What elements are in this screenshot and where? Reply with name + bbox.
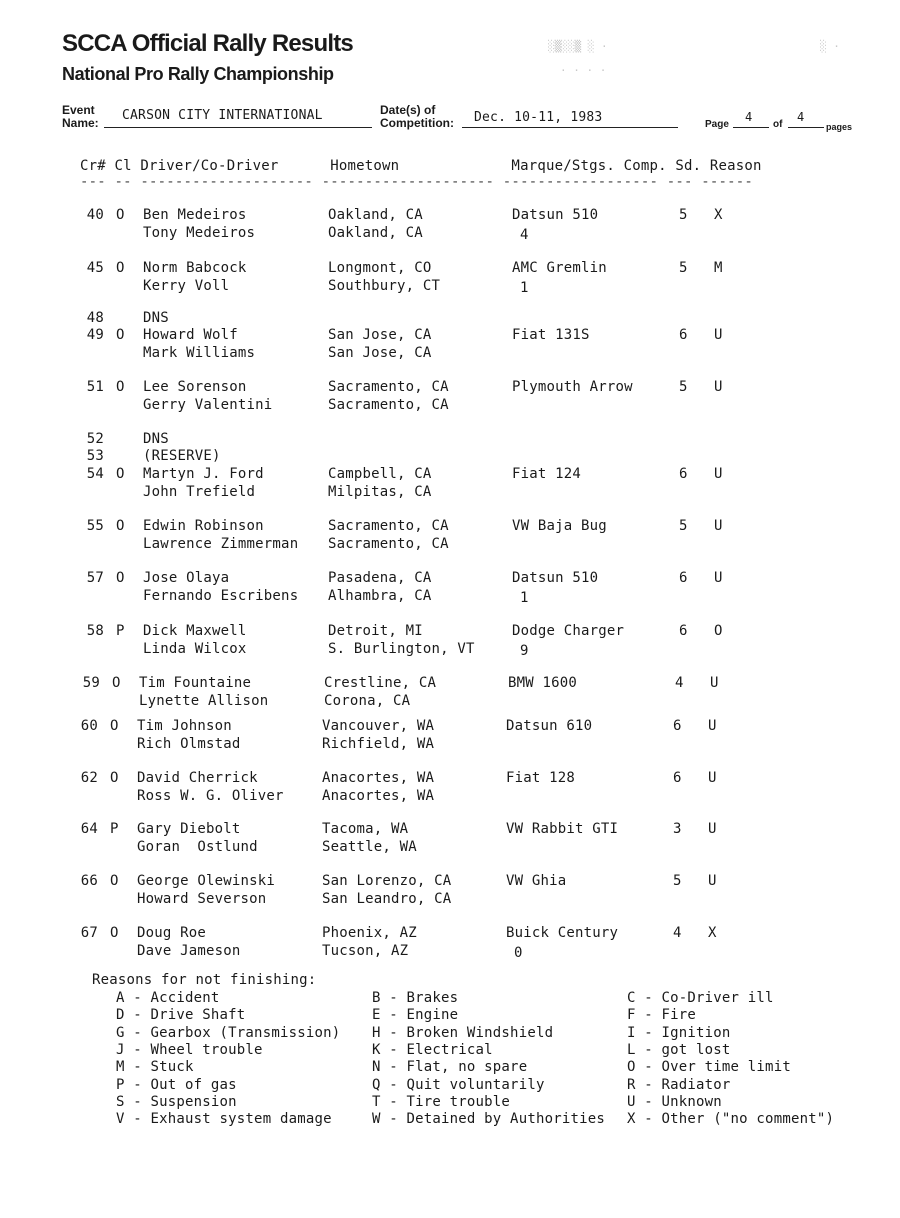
class: O bbox=[116, 327, 125, 343]
seeding: 5 bbox=[679, 379, 688, 395]
car-number: 66 bbox=[80, 873, 98, 889]
seeding: 6 bbox=[673, 718, 682, 734]
result-row bbox=[0, 379, 900, 419]
car-number: 49 bbox=[86, 327, 104, 343]
class: O bbox=[116, 207, 125, 223]
driver: DNS bbox=[143, 310, 169, 326]
page-label: Page bbox=[705, 119, 729, 130]
date-label-1: Date(s) of bbox=[380, 103, 436, 117]
codriver: Gerry Valentini bbox=[143, 397, 273, 413]
stages-completed: 9 bbox=[520, 643, 529, 659]
class: O bbox=[116, 518, 125, 534]
result-row bbox=[0, 675, 900, 715]
seeding: 5 bbox=[679, 207, 688, 223]
reason-code: U bbox=[708, 770, 717, 786]
reason-item: W - Detained by Authorities bbox=[372, 1111, 605, 1128]
driver: Gary Diebolt bbox=[137, 821, 241, 837]
marque: Buick Century bbox=[506, 925, 619, 941]
car-number: 64 bbox=[80, 821, 98, 837]
stages-completed: 1 bbox=[520, 280, 529, 296]
codriver-hometown: Milpitas, CA bbox=[328, 484, 432, 500]
driver: Martyn J. Ford bbox=[143, 466, 264, 482]
reason-code: U bbox=[714, 466, 723, 482]
result-row bbox=[0, 770, 900, 810]
car-number: 59 bbox=[82, 675, 100, 691]
codriver-hometown: San Leandro, CA bbox=[322, 891, 452, 907]
car-number: 54 bbox=[86, 466, 104, 482]
reason-code: U bbox=[714, 379, 723, 395]
document-title: SCCA Official Rally Results bbox=[62, 30, 353, 57]
driver: Tim Johnson bbox=[137, 718, 232, 734]
column-dashes: --- -- -------------------- -------------------- ------------------ --- ------ bbox=[80, 174, 754, 190]
event-name-underline bbox=[104, 127, 372, 128]
driver-hometown: Oakland, CA bbox=[328, 207, 423, 223]
event-label-2: Name: bbox=[62, 116, 99, 130]
codriver: Rich Olmstad bbox=[137, 736, 241, 752]
reason-item: H - Broken Windshield bbox=[372, 1024, 554, 1041]
marque: Fiat 124 bbox=[512, 466, 582, 482]
marque: BMW 1600 bbox=[508, 675, 578, 691]
driver-hometown: San Jose, CA bbox=[328, 327, 432, 343]
codriver-hometown: S. Burlington, VT bbox=[328, 641, 475, 657]
driver: Howard Wolf bbox=[143, 327, 238, 343]
seeding: 5 bbox=[679, 518, 688, 534]
driver: David Cherrick bbox=[137, 770, 258, 786]
result-row bbox=[0, 821, 900, 861]
class: O bbox=[110, 770, 119, 786]
event-name: CARSON CITY INTERNATIONAL bbox=[122, 108, 323, 123]
car-number: 57 bbox=[86, 570, 104, 586]
marque: AMC Gremlin bbox=[512, 260, 607, 276]
driver: Lee Sorenson bbox=[143, 379, 247, 395]
driver: DNS bbox=[143, 431, 169, 447]
reason-item: K - Electrical bbox=[372, 1041, 493, 1058]
codriver-hometown: Corona, CA bbox=[324, 693, 411, 709]
seeding: 6 bbox=[679, 570, 688, 586]
result-row bbox=[0, 327, 900, 367]
codriver: Kerry Voll bbox=[143, 278, 230, 294]
reason-code: O bbox=[714, 623, 723, 639]
reasons-title: Reasons for not finishing: bbox=[92, 972, 317, 988]
seeding: 6 bbox=[679, 327, 688, 343]
codriver-hometown: Seattle, WA bbox=[322, 839, 417, 855]
result-row bbox=[0, 623, 900, 663]
class: O bbox=[116, 466, 125, 482]
reason-item: E - Engine bbox=[372, 1007, 459, 1024]
reason-item: X - Other ("no comment") bbox=[627, 1111, 835, 1128]
driver: Jose Olaya bbox=[143, 570, 230, 586]
car-number: 60 bbox=[80, 718, 98, 734]
car-number: 58 bbox=[86, 623, 104, 639]
column-headers: Cr# Cl Driver/Co-Driver Hometown Marque/Stgs. Comp. Sd. Reason bbox=[80, 158, 762, 174]
result-row bbox=[0, 925, 900, 965]
marque: Datsun 510 bbox=[512, 570, 599, 586]
seeding: 6 bbox=[673, 770, 682, 786]
scan-artifact: · · · · bbox=[560, 64, 607, 77]
driver: George Olewinski bbox=[137, 873, 276, 889]
stages-completed: 0 bbox=[514, 945, 523, 961]
car-number: 52 bbox=[86, 431, 104, 447]
reason-item: G - Gearbox (Transmission) bbox=[116, 1024, 341, 1041]
class: O bbox=[110, 718, 119, 734]
reason-code: M bbox=[714, 260, 723, 276]
result-row bbox=[0, 873, 900, 913]
driver: Norm Babcock bbox=[143, 260, 247, 276]
result-row bbox=[0, 466, 900, 506]
reason-item: J - Wheel trouble bbox=[116, 1041, 263, 1058]
reason-item: Q - Quit voluntarily bbox=[372, 1076, 545, 1093]
codriver-hometown: Oakland, CA bbox=[328, 225, 423, 241]
driver: Ben Medeiros bbox=[143, 207, 247, 223]
driver-hometown: Pasadena, CA bbox=[328, 570, 432, 586]
reason-item: D - Drive Shaft bbox=[116, 1007, 246, 1024]
reason-item: R - Radiator bbox=[627, 1076, 731, 1093]
driver: Edwin Robinson bbox=[143, 518, 264, 534]
reason-code: U bbox=[708, 718, 717, 734]
seeding: 3 bbox=[673, 821, 682, 837]
reason-item: I - Ignition bbox=[627, 1024, 731, 1041]
marque: Plymouth Arrow bbox=[512, 379, 633, 395]
reason-code: U bbox=[710, 675, 719, 691]
seeding: 5 bbox=[679, 260, 688, 276]
driver-hometown: Crestline, CA bbox=[324, 675, 437, 691]
seeding: 6 bbox=[679, 466, 688, 482]
class: O bbox=[112, 675, 121, 691]
car-number: 51 bbox=[86, 379, 104, 395]
seeding: 6 bbox=[679, 623, 688, 639]
codriver: Dave Jameson bbox=[137, 943, 241, 959]
class: O bbox=[110, 873, 119, 889]
driver: Dick Maxwell bbox=[143, 623, 247, 639]
page-number: 4 bbox=[745, 110, 753, 124]
codriver-hometown: Sacramento, CA bbox=[328, 397, 449, 413]
result-row bbox=[0, 207, 900, 247]
reason-item: M - Stuck bbox=[116, 1059, 194, 1076]
reason-code: U bbox=[708, 873, 717, 889]
driver-hometown: Campbell, CA bbox=[328, 466, 432, 482]
car-number: 53 bbox=[86, 448, 104, 464]
reason-item: T - Tire trouble bbox=[372, 1093, 511, 1110]
codriver: Howard Severson bbox=[137, 891, 267, 907]
driver: Tim Fountaine bbox=[139, 675, 252, 691]
date-label-2: Competition: bbox=[380, 116, 454, 130]
event-label-1: Event bbox=[62, 103, 95, 117]
seeding: 4 bbox=[673, 925, 682, 941]
reason-item: S - Suspension bbox=[116, 1093, 237, 1110]
reason-item: V - Exhaust system damage bbox=[116, 1111, 332, 1128]
codriver: Goran Ostlund bbox=[137, 839, 258, 855]
car-number: 45 bbox=[86, 260, 104, 276]
codriver-hometown: Sacramento, CA bbox=[328, 536, 449, 552]
codriver: Fernando Escribens bbox=[143, 588, 299, 604]
driver-hometown: Sacramento, CA bbox=[328, 379, 449, 395]
driver-hometown: Phoenix, AZ bbox=[322, 925, 417, 941]
reason-item: O - Over time limit bbox=[627, 1059, 791, 1076]
marque: VW Rabbit GTI bbox=[506, 821, 619, 837]
seeding: 5 bbox=[673, 873, 682, 889]
car-number: 40 bbox=[86, 207, 104, 223]
scan-artifact: ░ · bbox=[820, 40, 840, 53]
marque: Datsun 610 bbox=[506, 718, 593, 734]
seeding: 4 bbox=[675, 675, 684, 691]
date-underline bbox=[462, 127, 678, 128]
car-number: 62 bbox=[80, 770, 98, 786]
marque: Fiat 131S bbox=[512, 327, 590, 343]
class: O bbox=[110, 925, 119, 941]
driver-hometown: Anacortes, WA bbox=[322, 770, 435, 786]
codriver-hometown: San Jose, CA bbox=[328, 345, 432, 361]
stages-completed: 1 bbox=[520, 590, 529, 606]
driver-hometown: Longmont, CO bbox=[328, 260, 432, 276]
document-subtitle: National Pro Rally Championship bbox=[62, 64, 334, 84]
result-row bbox=[0, 718, 900, 758]
marque: VW Baja Bug bbox=[512, 518, 607, 534]
codriver: Lawrence Zimmerman bbox=[143, 536, 299, 552]
marque: Fiat 128 bbox=[506, 770, 576, 786]
reason-item: C - Co-Driver ill bbox=[627, 990, 774, 1006]
class: O bbox=[116, 570, 125, 586]
codriver: Ross W. G. Oliver bbox=[137, 788, 284, 804]
page-number-underline bbox=[733, 127, 769, 128]
car-number: 48 bbox=[86, 310, 104, 326]
reason-item: N - Flat, no spare bbox=[372, 1059, 528, 1076]
codriver: Mark Williams bbox=[143, 345, 256, 361]
marque: VW Ghia bbox=[506, 873, 567, 889]
reason-code: U bbox=[714, 570, 723, 586]
page-total-underline bbox=[788, 127, 824, 128]
driver: Doug Roe bbox=[137, 925, 207, 941]
codriver: Linda Wilcox bbox=[143, 641, 247, 657]
codriver-hometown: Southbury, CT bbox=[328, 278, 441, 294]
reason-item: A - Accident bbox=[116, 990, 220, 1006]
driver-hometown: Sacramento, CA bbox=[328, 518, 449, 534]
codriver: Lynette Allison bbox=[139, 693, 269, 709]
driver-hometown: Vancouver, WA bbox=[322, 718, 435, 734]
reason-item: P - Out of gas bbox=[116, 1076, 237, 1093]
reason-item: L - got lost bbox=[627, 1041, 731, 1058]
reason-code: U bbox=[714, 327, 723, 343]
marque: Dodge Charger bbox=[512, 623, 625, 639]
codriver-hometown: Tucson, AZ bbox=[322, 943, 409, 959]
reason-item: B - Brakes bbox=[372, 990, 459, 1006]
reason-code: U bbox=[708, 821, 717, 837]
driver-hometown: Tacoma, WA bbox=[322, 821, 409, 837]
of-label: of bbox=[773, 119, 783, 130]
class: O bbox=[116, 379, 125, 395]
driver-hometown: Detroit, MI bbox=[328, 623, 423, 639]
class: P bbox=[110, 821, 119, 837]
scan-artifact: ░▒░░▒ ░ · bbox=[548, 40, 608, 53]
result-row bbox=[0, 570, 900, 610]
reason-item: U - Unknown bbox=[627, 1093, 722, 1110]
reason-code: X bbox=[714, 207, 723, 223]
reason-code: X bbox=[708, 925, 717, 941]
reason-code: U bbox=[714, 518, 723, 534]
codriver: John Trefield bbox=[143, 484, 256, 500]
codriver: Tony Medeiros bbox=[143, 225, 256, 241]
page-total: 4 bbox=[797, 110, 805, 124]
codriver-hometown: Richfield, WA bbox=[322, 736, 435, 752]
class: P bbox=[116, 623, 125, 639]
codriver-hometown: Alhambra, CA bbox=[328, 588, 432, 604]
car-number: 55 bbox=[86, 518, 104, 534]
car-number: 67 bbox=[80, 925, 98, 941]
marque: Datsun 510 bbox=[512, 207, 599, 223]
driver-hometown: San Lorenzo, CA bbox=[322, 873, 452, 889]
result-row bbox=[0, 518, 900, 558]
driver: (RESERVE) bbox=[143, 448, 221, 464]
reason-item: F - Fire bbox=[627, 1007, 697, 1024]
result-row bbox=[0, 260, 900, 300]
pages-label: pages bbox=[826, 122, 853, 132]
codriver-hometown: Anacortes, WA bbox=[322, 788, 435, 804]
stages-completed: 4 bbox=[520, 227, 529, 243]
class: O bbox=[116, 260, 125, 276]
competition-date: Dec. 10-11, 1983 bbox=[474, 110, 603, 125]
